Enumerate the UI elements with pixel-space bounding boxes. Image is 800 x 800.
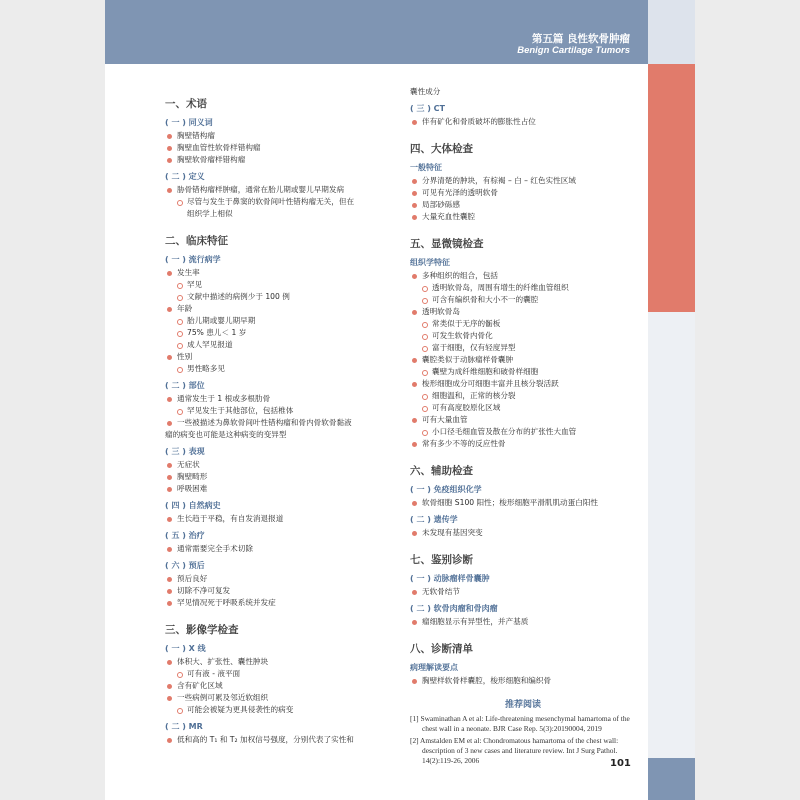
sub-item: 可有液 - 液平面 — [165, 668, 397, 680]
reference-item: [1] Swaminathan A et al: Life-threatening mesenchymal hamartoma of the chest wall in a neonate. BJR Case Rep. 5(3):20190004, 2019 — [410, 714, 630, 733]
list-item: 常有多少不等的反应性骨 — [410, 438, 636, 450]
list-item: 体积大、扩张性、囊性肿块 — [165, 656, 397, 668]
list-item: 胸壁血管性软骨样错构瘤 — [165, 142, 397, 154]
list-item: 胸壁畸形 — [165, 471, 397, 483]
list-item: 囊腔类似于动脉瘤样骨囊肿 — [410, 354, 636, 366]
list-item: 切除不净可复发 — [165, 585, 397, 597]
list-item: 发生率 — [165, 267, 397, 279]
edge-tab-current — [648, 64, 695, 312]
subsection-title: ( 四 ) 自然病史 — [165, 501, 221, 510]
list-item: 胸壁错构瘤 — [165, 130, 397, 142]
list-item: 分界清楚的肿块，有棕褐 – 白 – 红色实性区域 — [410, 175, 636, 187]
list-item: 预后良好 — [165, 573, 397, 585]
edge-tab-top — [648, 0, 695, 64]
list-item: 局部砂砾感 — [410, 199, 636, 211]
list-item: 罕见情况死于呼吸系统并发症 — [165, 597, 397, 609]
section-title: 五、显微镜检查 — [410, 238, 484, 250]
list-item: 胸壁软骨瘤样错构瘤 — [165, 154, 397, 166]
list-item: 无软骨结节 — [410, 586, 636, 598]
reference-item: [2] Amstalden EM et al: Chondromatous hamartoma of the chest wall: description of 3 new cases and literature review. Int J Surg Pathol. 14(2):119-26, 2006 — [410, 736, 619, 765]
subsection-title: ( 一 ) 同义词 — [165, 118, 213, 127]
sub-item: 细胞温和，正常的核分裂 — [410, 390, 636, 402]
list-item: 通常需要完全手术切除 — [165, 543, 397, 555]
list-item: 伴有矿化和骨质破坏的膨胀性占位 — [410, 116, 636, 128]
list-item: 通常发生于 1 根或多根肋骨 — [165, 393, 397, 405]
list-item: 胸壁样软骨样囊腔，梭形细胞和编织骨 — [410, 675, 636, 687]
part-title-cn: 第五篇 良性软骨肿瘤 — [531, 33, 630, 45]
subsection-title: ( 二 ) 遗传学 — [410, 515, 458, 524]
subsection-title: 病理解读要点 — [410, 663, 458, 672]
subsection-title: ( 二 ) 定义 — [165, 172, 205, 181]
section-title: 七、鉴别诊断 — [410, 554, 473, 566]
list-item: 梭形细胞成分可细胞丰富并且核分裂活跃 — [410, 378, 636, 390]
sub-item: 可能会被疑为更具侵袭性的病变 — [165, 704, 397, 716]
sub-item: 成人罕见报道 — [165, 339, 397, 351]
subsection-title: ( 一 ) X 线 — [165, 644, 206, 653]
edge-tab-bottom — [648, 758, 695, 800]
section-title: 一、术语 — [165, 98, 207, 110]
list-item: 无症状 — [165, 459, 397, 471]
list-item: 年龄 — [165, 303, 397, 315]
sub-item: 男性略多见 — [165, 363, 397, 375]
list-item: 可有大量血管 — [410, 414, 636, 426]
sub-item: 胎儿期或婴儿期早期 — [165, 315, 397, 327]
section-title: 三、影像学检查 — [165, 624, 239, 636]
sub-item: 尽管与发生于鼻窦的软骨间叶性错构瘤无关，但在 — [165, 196, 397, 208]
subsection-title: ( 一 ) 免疫组织化学 — [410, 485, 482, 494]
edge-tab-middle — [648, 312, 695, 758]
subsection-title: ( 三 ) CT — [410, 104, 445, 113]
subsection-title: ( 一 ) 动脉瘤样骨囊肿 — [410, 574, 490, 583]
list-item: 性别 — [165, 351, 397, 363]
section-title: 四、大体检查 — [410, 143, 473, 155]
list-item-continued: 瘤的病变也可能是这种病变的变异型 — [165, 430, 287, 439]
sub-item: 透明软骨岛，周围有增生的纤维血管组织 — [410, 282, 636, 294]
sub-item: 75% 患儿＜ 1 岁 — [165, 327, 397, 339]
subsection-title: ( 二 ) 部位 — [165, 381, 205, 390]
section-title: 六、辅助检查 — [410, 465, 473, 477]
subsection-title: 组织学特征 — [410, 258, 450, 267]
subsection-title: 一般特征 — [410, 163, 442, 172]
page-header — [105, 0, 648, 64]
list-item: 多种组织的组合，包括 — [410, 270, 636, 282]
list-item: 软骨细胞 S100 阳性；梭形细胞平滑肌肌动蛋白阳性 — [410, 497, 636, 509]
page-number: 101 — [610, 758, 631, 769]
section-title: 八、诊断清单 — [410, 643, 473, 655]
subsection-title: ( 二 ) 软骨肉瘤和骨肉瘤 — [410, 604, 498, 613]
sub-item: 囊壁为成纤维细胞和破骨样细胞 — [410, 366, 636, 378]
sub-item-continued: 组织学上相似 — [187, 209, 233, 218]
sub-item: 罕见 — [165, 279, 397, 291]
list-item: 低和高的 T₁ 和 T₂ 加权信号强度，分别代表了实性和 — [165, 734, 397, 746]
list-item: 一些被描述为鼻软骨间叶性错构瘤和骨内骨软骨黏液 — [165, 417, 397, 429]
sub-item: 富于细胞，仅有轻度异型 — [410, 342, 636, 354]
list-item: 透明软骨岛 — [410, 306, 636, 318]
sub-item: 常类似于无序的骺板 — [410, 318, 636, 330]
list-item: 生长趋于平稳，有自发消退报道 — [165, 513, 397, 525]
right-column — [410, 86, 636, 768]
sub-item: 可发生软骨内骨化 — [410, 330, 636, 342]
subsection-title: ( 五 ) 治疗 — [165, 531, 205, 540]
list-item-continued: 囊性成分 — [410, 87, 441, 96]
list-item: 未发现有基因突变 — [410, 527, 636, 539]
subsection-title: ( 六 ) 预后 — [165, 561, 205, 570]
sub-item: 小口径毛细血管及散在分布的扩张性大血管 — [410, 426, 636, 438]
sub-item: 可有高度胶原化区域 — [410, 402, 636, 414]
list-item: 含有矿化区域 — [165, 680, 397, 692]
sub-item: 罕见发生于其他部位，包括椎体 — [165, 405, 397, 417]
list-item: 一些病例可累及邻近软组织 — [165, 692, 397, 704]
subsection-title: ( 一 ) 流行病学 — [165, 255, 221, 264]
list-item: 瘤细胞显示有异型性，并产基质 — [410, 616, 636, 628]
list-item: 可见有光泽的透明软骨 — [410, 187, 636, 199]
section-title: 二、临床特征 — [165, 235, 228, 247]
subsection-title: ( 三 ) 表现 — [165, 447, 205, 456]
recommended-reading-title: 推荐阅读 — [504, 700, 541, 710]
sub-item: 文献中描述的病例少于 100 例 — [165, 291, 397, 303]
sub-item: 可含有编织骨和大小不一的囊腔 — [410, 294, 636, 306]
list-item: 呼吸困难 — [165, 483, 397, 495]
left-column — [165, 96, 397, 746]
part-title-en: Benign Cartilage Tumors — [517, 45, 630, 56]
list-item: 胁骨错构瘤样肿瘤，通常在胎儿期或婴儿早期发病 — [165, 184, 397, 196]
list-item: 大量充血性囊腔 — [410, 211, 636, 223]
subsection-title: ( 二 ) MR — [165, 722, 203, 731]
